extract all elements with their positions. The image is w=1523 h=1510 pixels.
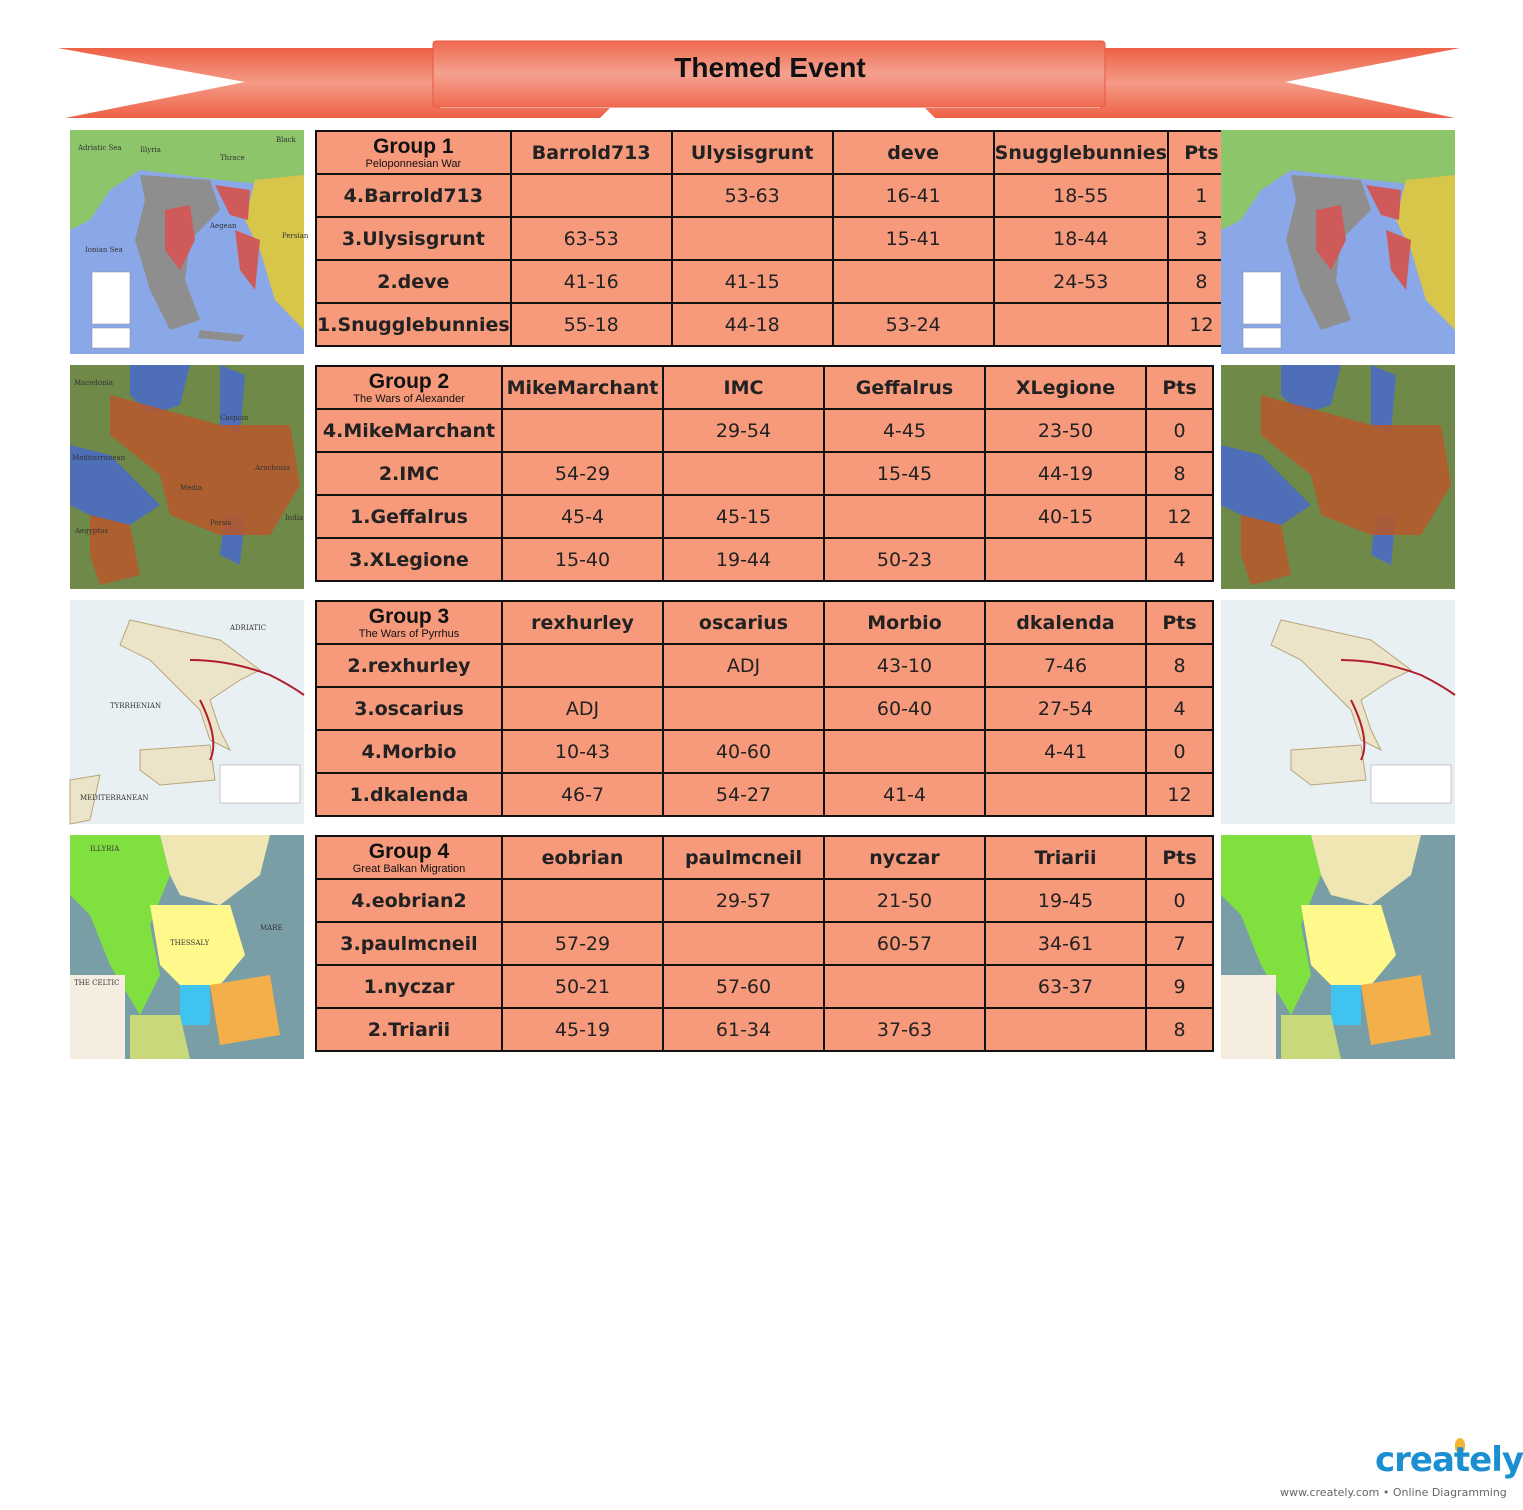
score-cell: 54-29: [502, 452, 663, 495]
svg-text:Black: Black: [276, 136, 296, 144]
pts-cell: 8: [1146, 644, 1213, 687]
group-title: Group 4: [368, 839, 450, 863]
score-cell: 46-7: [502, 773, 663, 816]
table-row: [316, 174, 1235, 217]
column-header: Ulysisgrunt: [672, 131, 833, 174]
svg-text:TYRRHENIAN: TYRRHENIAN: [110, 702, 162, 710]
pts-cell: 4: [1146, 538, 1213, 581]
score-cell: 57-60: [663, 965, 824, 1008]
pts-header: Pts: [1168, 131, 1235, 174]
pts-cell: 12: [1146, 773, 1213, 816]
creately-logo: creately: [1375, 1440, 1523, 1480]
score-cell: 45-19: [502, 1008, 663, 1051]
pts-cell: 8: [1146, 452, 1213, 495]
blocked-cell: [985, 538, 1146, 581]
table-row: [316, 730, 1213, 773]
score-cell: ADJ: [663, 644, 824, 687]
column-header: oscarius: [663, 601, 824, 644]
score-cell: 21-50: [824, 879, 985, 922]
score-cell: 53-24: [833, 303, 994, 346]
map-wars-of-pyrrhus-right: [1221, 600, 1455, 824]
svg-text:Mediterranean: Mediterranean: [72, 454, 126, 462]
pts-cell: 0: [1146, 879, 1213, 922]
blocked-cell: [502, 409, 663, 452]
svg-text:Illyria: Illyria: [140, 146, 161, 154]
blocked-cell: [511, 174, 672, 217]
group-title: Group 2: [368, 369, 450, 393]
table-row: [316, 409, 1213, 452]
score-cell: 37-63: [824, 1008, 985, 1051]
score-cell: 4-41: [985, 730, 1146, 773]
svg-text:MARE: MARE: [260, 924, 283, 932]
row-player-name: 4.Morbio: [316, 730, 502, 773]
column-header: dkalenda: [985, 601, 1146, 644]
score-cell: 15-40: [502, 538, 663, 581]
score-cell: 60-57: [824, 922, 985, 965]
table-row: [316, 1008, 1213, 1051]
score-cell: 18-55: [994, 174, 1168, 217]
score-cell: 43-10: [824, 644, 985, 687]
score-cell: 34-61: [985, 922, 1146, 965]
row-player-name: 2.Triarii: [316, 1008, 502, 1051]
score-cell: ADJ: [502, 687, 663, 730]
row-player-name: 3.XLegione: [316, 538, 502, 581]
score-cell: 40-60: [663, 730, 824, 773]
group-header-cell: [316, 836, 502, 879]
score-cell: 41-15: [672, 260, 833, 303]
svg-text:Media: Media: [180, 484, 203, 492]
pts-header: Pts: [1146, 366, 1213, 409]
row-player-name: 1.nyczar: [316, 965, 502, 1008]
pts-cell: 7: [1146, 922, 1213, 965]
pts-cell: 0: [1146, 409, 1213, 452]
row-player-name: 3.paulmcneil: [316, 922, 502, 965]
map-great-balkan-migration-left: [70, 835, 304, 1059]
row-player-name: 2.deve: [316, 260, 511, 303]
blocked-cell: [824, 730, 985, 773]
score-cell: 18-44: [994, 217, 1168, 260]
row-player-name: 4.MikeMarchant: [316, 409, 502, 452]
table-header-row: [316, 131, 1235, 174]
svg-text:Persian: Persian: [282, 232, 309, 240]
svg-text:Macedonia: Macedonia: [74, 379, 114, 387]
svg-text:India: India: [285, 514, 304, 522]
blocked-cell: [833, 260, 994, 303]
table-row: [316, 687, 1213, 730]
table-row: [316, 538, 1213, 581]
blocked-cell: [663, 922, 824, 965]
score-cell: 27-54: [985, 687, 1146, 730]
table-row: [316, 644, 1213, 687]
score-cell: 60-40: [824, 687, 985, 730]
group-4-table: [315, 835, 1214, 1052]
pts-cell: 8: [1146, 1008, 1213, 1051]
score-cell: 54-27: [663, 773, 824, 816]
svg-text:Arachosia: Arachosia: [255, 464, 291, 472]
blocked-cell: [663, 452, 824, 495]
column-header: Snugglebunnies: [994, 131, 1168, 174]
blocked-cell: [502, 879, 663, 922]
column-header: paulmcneil: [663, 836, 824, 879]
group-subtitle: The Wars of Pyrrhus: [358, 627, 460, 640]
blocked-cell: [824, 495, 985, 538]
score-cell: 63-37: [985, 965, 1146, 1008]
pts-cell: 1: [1168, 174, 1235, 217]
row-player-name: 3.Ulysisgrunt: [316, 217, 511, 260]
map-peloponnesian-war-right: [1221, 130, 1455, 354]
column-header: deve: [833, 131, 994, 174]
svg-text:Aegean: Aegean: [210, 222, 237, 230]
pts-header: Pts: [1146, 601, 1213, 644]
row-player-name: 3.oscarius: [316, 687, 502, 730]
score-cell: 44-18: [672, 303, 833, 346]
score-cell: 15-45: [824, 452, 985, 495]
score-cell: 45-15: [663, 495, 824, 538]
svg-text:ADRIATIC: ADRIATIC: [230, 624, 267, 632]
title-banner: [0, 0, 1510, 130]
score-cell: 29-57: [663, 879, 824, 922]
blocked-cell: [502, 644, 663, 687]
score-cell: 55-18: [511, 303, 672, 346]
svg-text:ILLYRIA: ILLYRIA: [90, 845, 120, 853]
score-cell: 16-41: [833, 174, 994, 217]
score-cell: 44-19: [985, 452, 1146, 495]
row-player-name: 1.Geffalrus: [316, 495, 502, 538]
group-header-cell: [316, 131, 511, 174]
svg-text:Persis: Persis: [210, 519, 232, 527]
table-row: [316, 303, 1235, 346]
creately-tagline: www.creately.com • Online Diagramming: [1280, 1486, 1507, 1499]
group-header-cell: [316, 366, 502, 409]
score-cell: 41-4: [824, 773, 985, 816]
group-title: Group 1: [373, 134, 454, 158]
group-1-table: [315, 130, 1236, 347]
svg-text:MEDITERRANEAN: MEDITERRANEAN: [80, 794, 149, 802]
group-2-table: [315, 365, 1214, 582]
blocked-cell: [672, 217, 833, 260]
group-subtitle: Peloponnesian War: [365, 157, 462, 170]
pts-cell: 12: [1146, 495, 1213, 538]
score-cell: 10-43: [502, 730, 663, 773]
table-row: [316, 495, 1213, 538]
svg-text:Ionian Sea: Ionian Sea: [85, 246, 123, 254]
row-player-name: 2.IMC: [316, 452, 502, 495]
svg-text:Thrace: Thrace: [220, 154, 245, 162]
table-header-row: [316, 601, 1213, 644]
blocked-cell: [985, 773, 1146, 816]
table-row: [316, 922, 1213, 965]
map-wars-of-alexander-left: [70, 365, 304, 589]
score-cell: 4-45: [824, 409, 985, 452]
group-subtitle: The Wars of Alexander: [353, 392, 465, 405]
pts-cell: 4: [1146, 687, 1213, 730]
column-header: nyczar: [824, 836, 985, 879]
svg-text:Caspian: Caspian: [220, 414, 249, 422]
score-cell: 19-44: [663, 538, 824, 581]
table-row: [316, 965, 1213, 1008]
score-cell: 15-41: [833, 217, 994, 260]
column-header: rexhurley: [502, 601, 663, 644]
pts-cell: 8: [1168, 260, 1235, 303]
group-title: Group 3: [368, 604, 450, 628]
score-cell: 19-45: [985, 879, 1146, 922]
svg-text:Adriatic Sea: Adriatic Sea: [78, 144, 122, 152]
row-player-name: 1.Snugglebunnies: [316, 303, 511, 346]
group-4-section: [0, 835, 1510, 1061]
blocked-cell: [985, 1008, 1146, 1051]
table-row: [316, 452, 1213, 495]
table-row: [316, 260, 1235, 303]
blocked-cell: [994, 303, 1168, 346]
map-peloponnesian-war-left: [70, 130, 309, 354]
score-cell: 29-54: [663, 409, 824, 452]
blocked-cell: [663, 687, 824, 730]
column-header: eobrian: [502, 836, 663, 879]
score-cell: 24-53: [994, 260, 1168, 303]
score-cell: 50-23: [824, 538, 985, 581]
map-wars-of-alexander-right: [1221, 365, 1455, 589]
score-cell: 41-16: [511, 260, 672, 303]
svg-text:Aegyptus: Aegyptus: [75, 527, 109, 535]
score-cell: 57-29: [502, 922, 663, 965]
score-cell: 50-21: [502, 965, 663, 1008]
group-1-section: [0, 130, 1510, 356]
score-cell: 45-4: [502, 495, 663, 538]
row-player-name: 2.rexhurley: [316, 644, 502, 687]
column-header: XLegione: [985, 366, 1146, 409]
group-3-table: [315, 600, 1214, 817]
score-cell: 7-46: [985, 644, 1146, 687]
map-great-balkan-migration-right: [1221, 835, 1455, 1059]
pts-header: Pts: [1146, 836, 1213, 879]
table-header-row: [316, 366, 1213, 409]
group-3-section: [0, 600, 1510, 826]
column-header: Morbio: [824, 601, 985, 644]
table-row: [316, 879, 1213, 922]
row-player-name: 4.eobrian2: [316, 879, 502, 922]
pts-cell: 12: [1168, 303, 1235, 346]
score-cell: 53-63: [672, 174, 833, 217]
score-cell: 63-53: [511, 217, 672, 260]
group-header-cell: [316, 601, 502, 644]
pts-cell: 0: [1146, 730, 1213, 773]
column-header: IMC: [663, 366, 824, 409]
score-cell: 23-50: [985, 409, 1146, 452]
banner-title: Themed Event: [674, 52, 866, 83]
svg-text:THESSALY: THESSALY: [170, 939, 210, 947]
column-header: Geffalrus: [824, 366, 985, 409]
group-2-section: [0, 365, 1510, 591]
table-row: [316, 217, 1235, 260]
svg-text:THE CELTIC: THE CELTIC: [74, 979, 120, 987]
map-wars-of-pyrrhus-left: [70, 600, 304, 824]
score-cell: 61-34: [663, 1008, 824, 1051]
blocked-cell: [824, 965, 985, 1008]
column-header: MikeMarchant: [502, 366, 663, 409]
group-subtitle: Great Balkan Migration: [352, 862, 466, 875]
pts-cell: 9: [1146, 965, 1213, 1008]
pts-cell: 3: [1168, 217, 1235, 260]
row-player-name: 1.dkalenda: [316, 773, 502, 816]
table-row: [316, 773, 1213, 816]
score-cell: 40-15: [985, 495, 1146, 538]
column-header: Barrold713: [511, 131, 672, 174]
row-player-name: 4.Barrold713: [316, 174, 511, 217]
column-header: Triarii: [985, 836, 1146, 879]
table-header-row: [316, 836, 1213, 879]
